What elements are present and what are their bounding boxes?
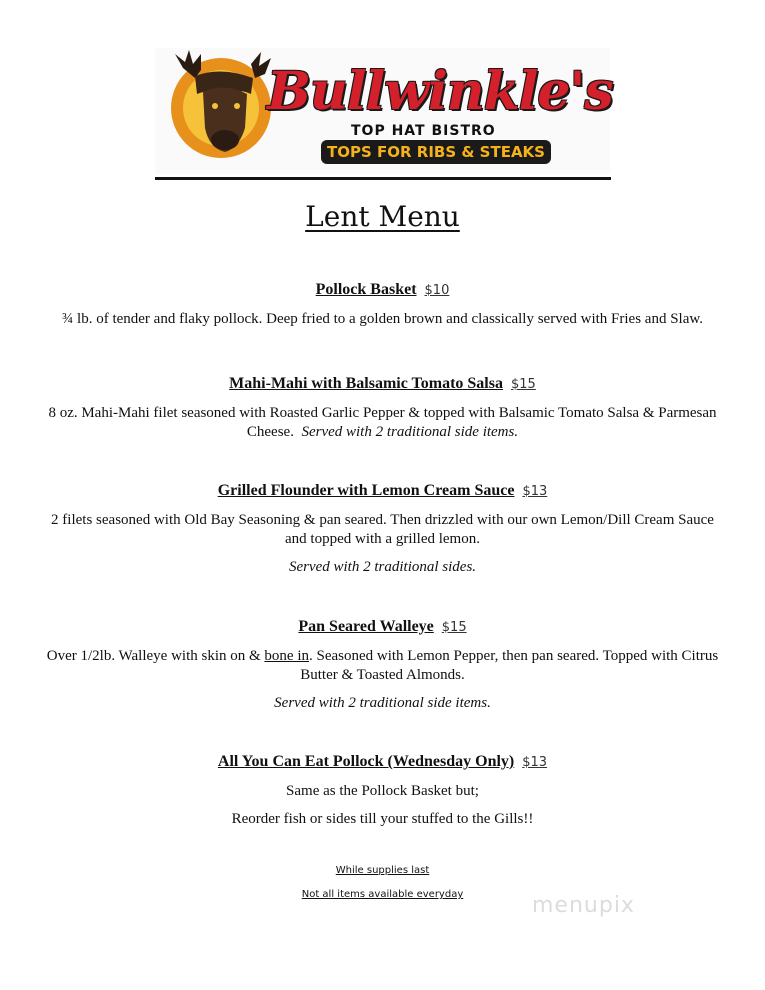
menu-item: [40, 617, 725, 713]
slogan-banner: [321, 140, 551, 164]
menu-item: [40, 374, 725, 442]
footnote-availability: Not all items available everyday: [301, 889, 464, 900]
menu-item-price: $13: [522, 755, 548, 770]
menu-item: [40, 280, 725, 329]
footnote-supplies: While supplies last: [335, 865, 430, 876]
menu-item-description-text: 8 oz. Mahi-Mahi filet seasoned with Roasted Garlic Pepper & topped with Balsamic Tomato Salsa & Parmesan Cheese.: [48, 405, 717, 440]
brand-tagline: TOP HAT BISTRO: [351, 123, 496, 139]
menu-item-note: Served with 2 traditional sides.: [288, 559, 477, 575]
logo: [155, 48, 613, 174]
menu-item: [40, 481, 725, 577]
brand-slogan: TOPS FOR RIBS & STEAKS: [327, 143, 545, 161]
menu-item-name: All You Can Eat Pollock (Wednesday Only): [217, 753, 515, 770]
menu-item-description-part: . Seasoned with Lemon Pepper, then pan seared. Topped with Citrus Butter & Toasted Almonds.: [300, 648, 719, 683]
menu-item-header: [40, 280, 725, 301]
menu-item-description: [40, 647, 725, 685]
menu-item-line: Reorder fish or sides till your stuffed to the Gills!!: [231, 811, 534, 827]
menu-item-name: Pan Seared Walleye: [298, 618, 434, 635]
menu-item-name: Grilled Flounder with Lemon Cream Sauce: [217, 482, 515, 499]
menu-item-header: [40, 752, 725, 773]
menu-item-name: Pollock Basket: [315, 281, 417, 298]
menu-item-price: $15: [510, 377, 536, 392]
menu-item-header: [40, 481, 725, 502]
menu-item-price: $13: [522, 484, 548, 499]
header-divider: [155, 177, 611, 180]
menu-item-price: $15: [441, 620, 467, 635]
menu-item-description-part: Over 1/2lb. Walleye with skin on &: [46, 648, 265, 664]
menu-item-description: ¾ lb. of tender and flaky pollock. Deep fried to a golden brown and classically served with Fries and Slaw.: [62, 311, 703, 327]
menu-item: [40, 752, 725, 829]
menu-item-note: Served with 2 traditional side items.: [274, 695, 491, 711]
brand-name: Bullwinkle's: [267, 61, 613, 122]
menu-item-header: [40, 374, 725, 395]
menu-item-description: [40, 404, 725, 442]
menu-item-description-emphasis: bone in: [264, 648, 309, 664]
menu-item-note: Served with 2 traditional side items.: [301, 424, 519, 440]
menu-item-line: Same as the Pollock Basket but;: [286, 783, 479, 799]
page-title: Lent Menu: [305, 200, 460, 233]
menu-item-price: $10: [424, 283, 450, 298]
menu-item-description: 2 filets seasoned with Old Bay Seasoning & pan seared. Then drizzled with our own Lemon/Dill Cream Sauce and topped with a grilled lemon.: [51, 512, 714, 547]
menu-item-name: Mahi-Mahi with Balsamic Tomato Salsa: [229, 375, 503, 392]
menu-item-header: [40, 617, 725, 638]
watermark: menupix: [532, 893, 635, 918]
